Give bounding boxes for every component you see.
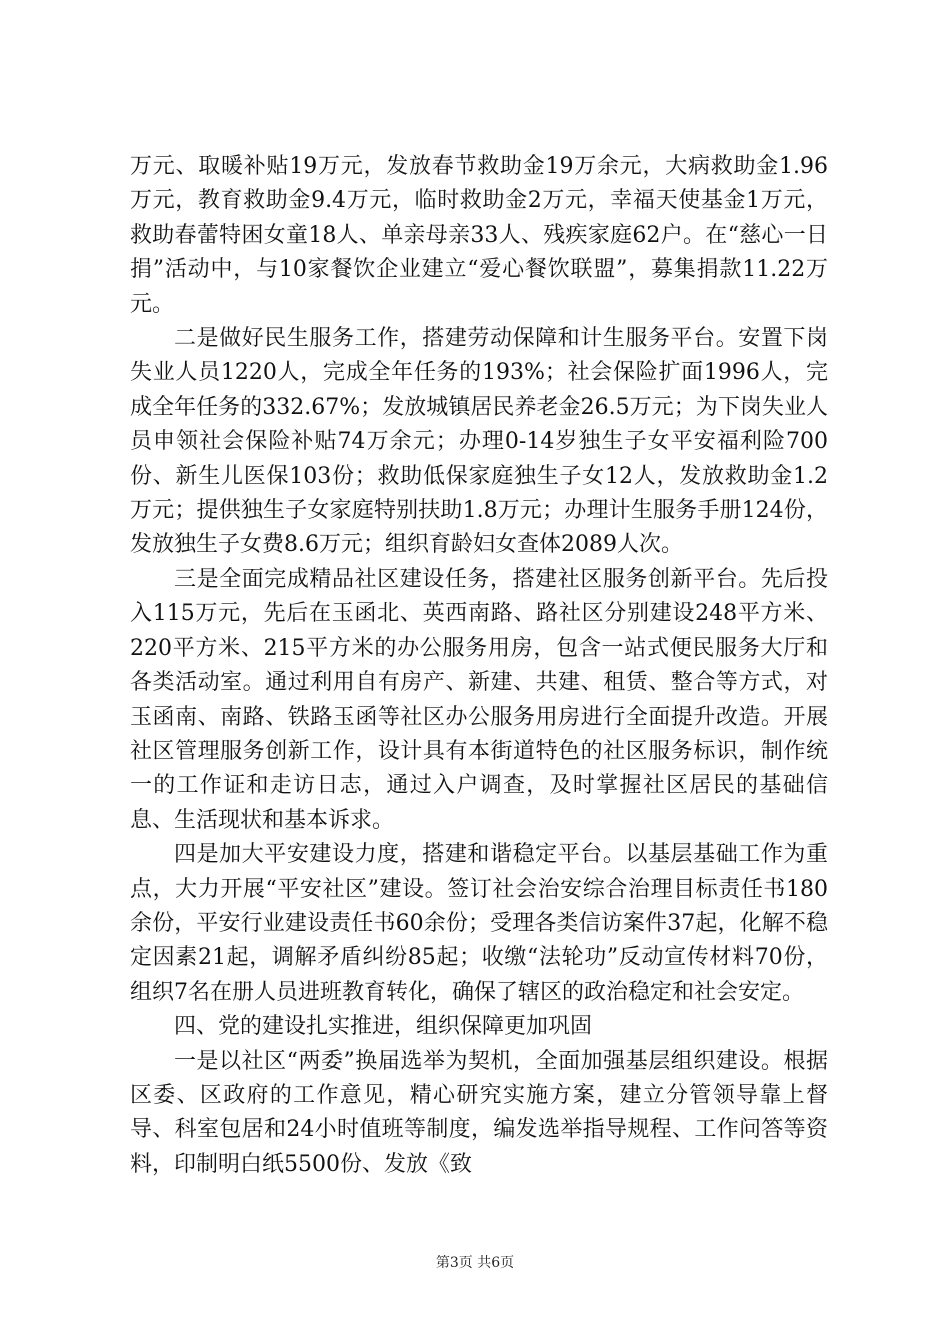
paragraph-safety-construction: 四是加大平安建设力度，搭建和谐稳定平台。以基层基础工作为重点，大力开展“平安社区”建设。签订社会治安综合治理目标责任书180余份，平安行业建设责任书60余份；受理各类信访案件37起，化解不稳定因素21起，调解矛盾纠纷85起；收缴“法轮功”反动宣传材料70份，组织7名在册人员进班教育转化，确保了辖区的政治稳定和社会安定。 (130, 842, 828, 1005)
paragraph-community-construction: 三是全面完成精品社区建设任务，搭建社区服务创新平台。先后投入115万元，先后在玉函北、英西南路、路社区分别建设248平方米、220平方米、215平方米的办公服务用房，包含一站式便民服务大厅和各类活动室。通过利用自有房产、新建、共建、租赁、整合等方式，对玉函南、南路、铁路玉函等社区办公服务用房进行全面提升改造。开展社区管理服务创新工作，设计具有本街道特色的社区服务标识，制作统一的工作证和走访日志，通过入户调查，及时掌握社区居民的基础信息、生活现状和基本诉求。 (130, 566, 828, 833)
section-heading-party-building: 四、党的建设扎实推进，组织保障更加巩固 (174, 1014, 593, 1040)
document-body (130, 150, 828, 1182)
paragraph-continuation: 万元、取暖补贴19万元，发放春节救助金19万余元，大病救助金1.96万元，教育救助金9.4万元，临时救助金2万元，幸福天使基金1万元，救助春蕾特困女童18人、单亲母亲33人、残疾家庭62户。在“慈心一日捐”活动中，与10家餐饮企业建立“爱心餐饮联盟”，募集捐款11.22万元。 (130, 154, 828, 317)
paragraph-election: 一是以社区“两委”换届选举为契机，全面加强基层组织建设。根据区委、区政府的工作意见，精心研究实施方案，建立分管领导靠上督导、科室包居和24小时值班等制度，编发选举指导规程、工作问答等资料，印制明白纸5500份、发放《致 (130, 1048, 828, 1177)
paragraph-livelihood-services: 二是做好民生服务工作，搭建劳动保障和计生服务平台。安置下岗失业人员1220人，完成全年任务的193%；社会保险扩面1996人，完成全年任务的332.67%；发放城镇居民养老金26.5万元；为下岗失业人员申领社会保险补贴74万余元；办理0-14岁独生子女平安福利险700份、新生儿医保103份；救助低保家庭独生子女12人，发放救助金1.2万元；提供独生子女家庭特别扶助1.8万元；办理计生服务手册124份，发放独生子女费8.6万元；组织育龄妇女查体2089人次。 (130, 326, 828, 558)
page-number-footer: 第3页 共6页 (435, 1255, 515, 1271)
